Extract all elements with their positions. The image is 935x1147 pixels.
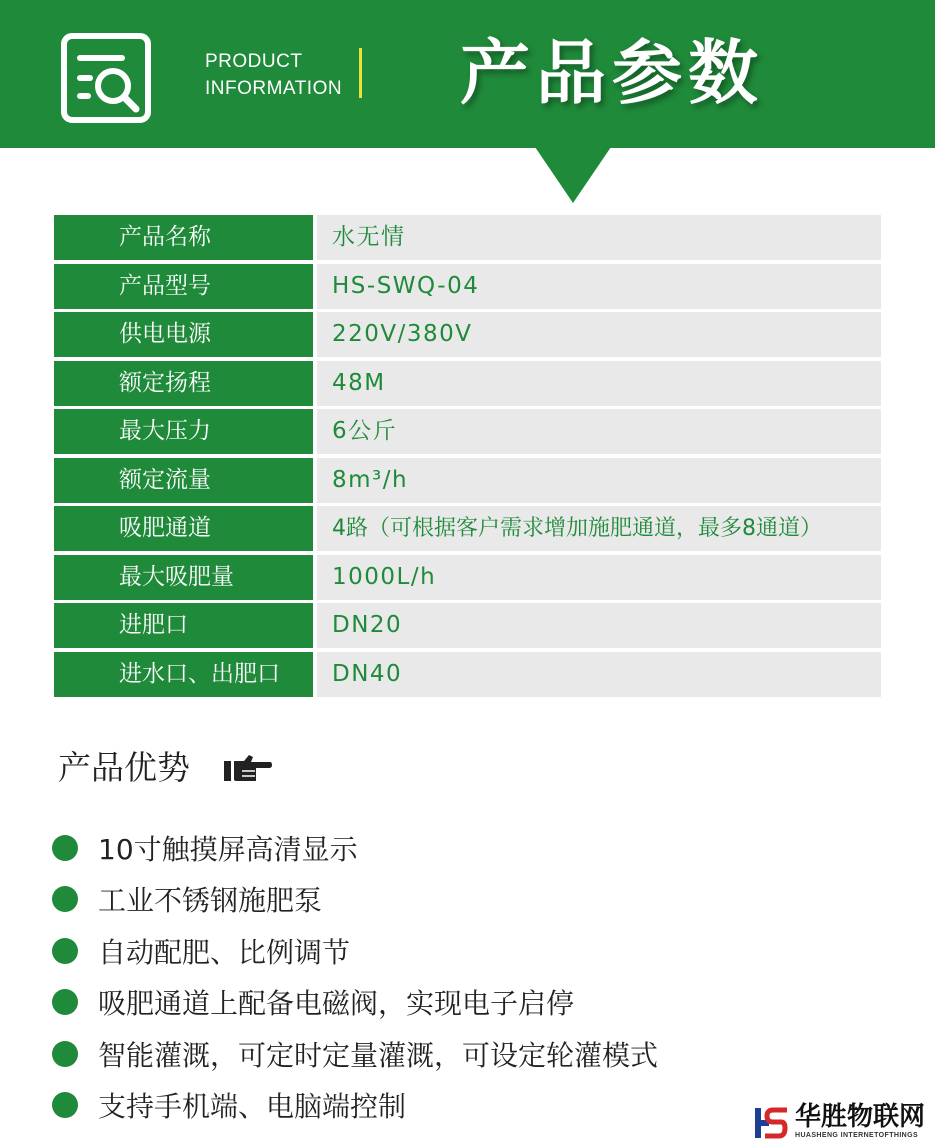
spec-value: DN20 — [317, 603, 881, 648]
page-title: 产品参数 — [460, 32, 764, 114]
table-row — [54, 603, 881, 648]
advantage-text: 10寸触摸屏高清显示 — [98, 832, 358, 866]
spec-value: 4路（可根据客户需求增加施肥通道，最多8通道） — [317, 506, 881, 551]
search-document-icon — [60, 32, 152, 124]
spec-label: 供电电源 — [54, 312, 313, 357]
bullet-dot-icon — [52, 989, 78, 1015]
spec-value: 220V/380V — [317, 312, 881, 357]
brand-logo-icon — [753, 1104, 791, 1142]
spec-value: DN40 — [317, 652, 881, 697]
bullet-dot-icon — [52, 938, 78, 964]
bullet-dot-icon — [52, 1041, 78, 1067]
table-row — [54, 409, 881, 454]
list-item — [52, 977, 658, 1029]
spec-value: 水无情 — [317, 215, 881, 260]
brand-name: 华胜物联网 — [795, 1102, 926, 1132]
spec-value: 8m³/h — [317, 458, 881, 503]
list-item — [52, 874, 658, 926]
advantage-text: 自动配肥、比例调节 — [98, 935, 351, 969]
table-row — [54, 361, 881, 406]
spec-label: 最大压力 — [54, 409, 313, 454]
table-row — [54, 264, 881, 309]
spec-label: 进肥口 — [54, 603, 313, 648]
spec-label: 产品名称 — [54, 215, 313, 260]
banner-pointer — [535, 147, 611, 203]
bullet-dot-icon — [52, 835, 78, 861]
table-row — [54, 506, 881, 551]
advantage-text: 工业不锈钢施肥泵 — [98, 884, 323, 918]
advantages-list — [52, 822, 658, 1131]
spec-label: 产品型号 — [54, 264, 313, 309]
header-en-line1: PRODUCT — [205, 51, 303, 72]
advantage-text: 智能灌溉，可定时定量灌溉，可设定轮灌模式 — [98, 1038, 659, 1072]
brand-watermark — [753, 1102, 933, 1144]
spec-label: 进水口、出肥口 — [54, 652, 313, 697]
table-row — [54, 458, 881, 503]
spec-value: 1000L/h — [317, 555, 881, 600]
spec-value: 48M — [317, 361, 881, 406]
header-english-title — [205, 48, 342, 102]
table-row — [54, 312, 881, 357]
table-row — [54, 652, 881, 697]
header-en-line2: INFORMATION — [205, 78, 343, 99]
advantage-text: 支持手机端、电脑端控制 — [98, 1090, 407, 1124]
bullet-dot-icon — [52, 886, 78, 912]
advantages-heading: 产品优势 — [58, 748, 190, 787]
list-item — [52, 822, 658, 874]
header-divider — [359, 48, 362, 98]
table-row — [54, 215, 881, 260]
header-banner — [0, 0, 935, 148]
list-item — [52, 925, 658, 977]
spec-label: 额定扬程 — [54, 361, 313, 406]
bullet-dot-icon — [52, 1092, 78, 1118]
spec-label: 额定流量 — [54, 458, 313, 503]
pointing-hand-icon — [222, 751, 272, 785]
list-item — [52, 1028, 658, 1080]
brand-english-name: HUASHENG INTERNETOFTHINGS — [795, 1132, 919, 1139]
spec-table — [54, 215, 881, 700]
spec-label: 最大吸肥量 — [54, 555, 313, 600]
spec-value: HS-SWQ-04 — [317, 264, 881, 309]
list-item — [52, 1080, 658, 1132]
advantage-text: 吸肥通道上配备电磁阀，实现电子启停 — [98, 987, 575, 1021]
spec-label: 吸肥通道 — [54, 506, 313, 551]
spec-value: 6公斤 — [317, 409, 881, 454]
table-row — [54, 555, 881, 600]
